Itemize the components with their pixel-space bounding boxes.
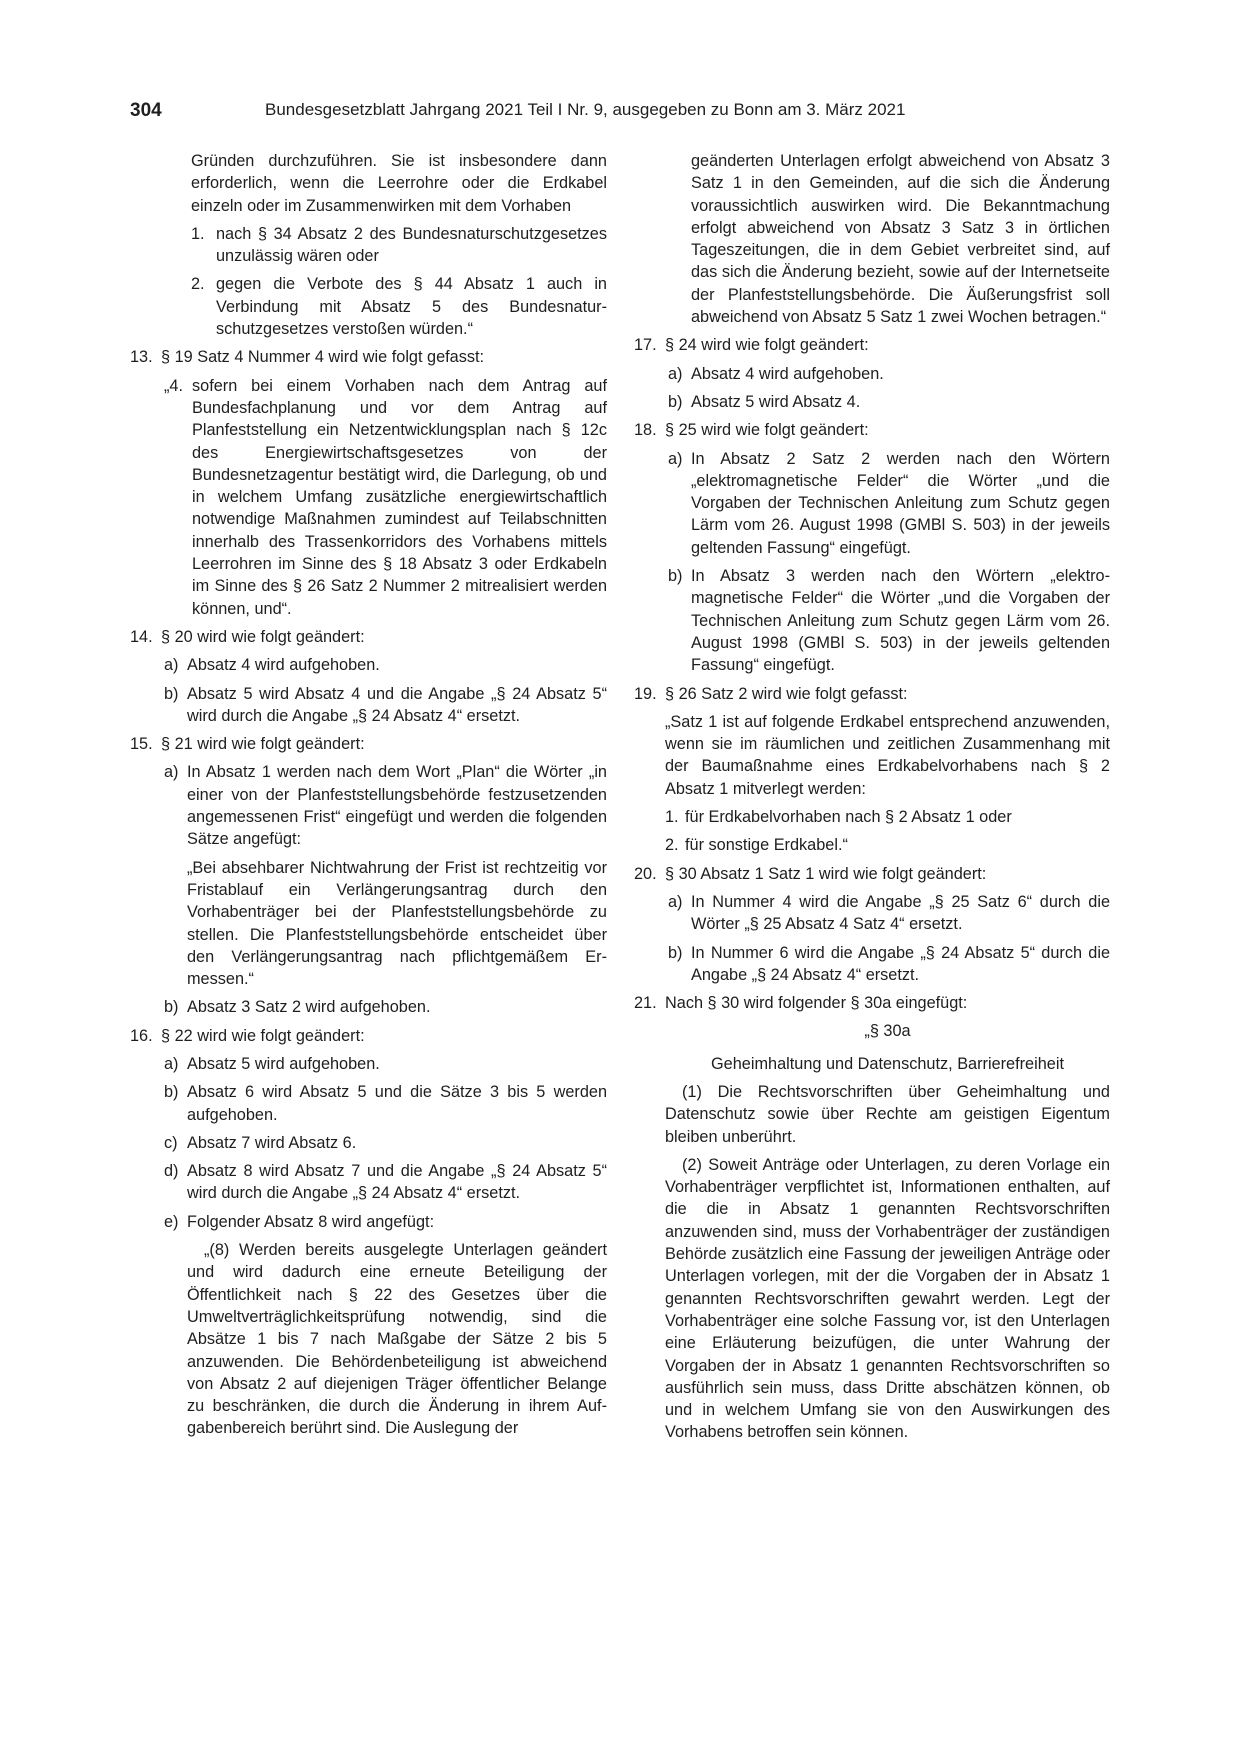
sub-item [130, 1081, 607, 1126]
list-number: 1. [191, 224, 205, 243]
sub-item [634, 942, 1110, 987]
quoted-text: „Satz 1 ist auf folgende Erdkabel entsprechend anzuwenden, wenn sie im räumlichen und zeitlichen Zusammenhang mit der Baumaßnahme eines Erdkabelvorhabens nach § 2 Absatz 1 mitverlegt werden: [665, 712, 1110, 798]
sub-item-letter: a) [164, 656, 179, 675]
list-text: für sonstige Erdkabel.“ [685, 836, 848, 855]
quoted-text: „(8) Werden bereits ausgelegte Unterlagen geändert und wird dadurch eine erneute Beteiligung der Öffentlichkeit nach § 22 des Gesetzes über die Umweltverträglichkeitsprüfung notwendig, sind die Absätze 1 bis 7 nach Maßgabe der Sätze 2 bis 5 anzuwenden. Die Behördenbeteiligung ist abweichend von Absatz 2 auf diejenigen Träger öffentlicher Belange zu beschränken, die durch die Änderung in ihrem Aufgabenbereich berührt sind. Die Auslegung der [187, 1241, 607, 1438]
sub-item-text: Absatz 4 wird aufgehoben. [187, 656, 380, 675]
sub-item [130, 1053, 607, 1075]
sub-item-letter: c) [164, 1133, 178, 1152]
list-number: 2. [665, 836, 679, 855]
sub-item [634, 448, 1110, 559]
sub-item [130, 1160, 607, 1205]
sub-item-letter: b) [164, 1083, 179, 1102]
item-text: § 25 wird wie folgt geändert: [665, 421, 869, 440]
sub-item-letter: b) [668, 943, 683, 962]
sub-item-text: Absatz 4 wird aufgehoben. [691, 364, 884, 383]
item-text: § 30 Absatz 1 Satz 1 wird wie folgt geändert: [665, 864, 987, 883]
sub-item-letter: d) [164, 1162, 179, 1181]
sub-item [130, 1132, 607, 1154]
page-number: 304 [130, 100, 162, 121]
sub-item [130, 683, 607, 728]
sub-item-text: Folgender Absatz 8 wird angefügt: [187, 1212, 435, 1231]
item-number: 21. [634, 994, 657, 1013]
item-text: § 26 Satz 2 wird wie folgt gefasst: [665, 684, 908, 703]
sub-item-number: „4. [164, 376, 184, 395]
item-text: § 20 wird wie folgt geändert: [161, 627, 365, 646]
list-text: nach § 34 Absatz 2 des Bundesnaturschutzgesetzes unzulässig wären oder [216, 224, 607, 266]
sub-item [634, 363, 1110, 385]
sub-item [634, 891, 1110, 936]
item-number: 19. [634, 684, 657, 703]
list-text: gegen die Verbote des § 44 Absatz 1 auch in Verbindung mit Absatz 5 des Bundesnaturschutzgesetzes verstoßen würden.“ [216, 275, 607, 339]
sub-item-text: In Nummer 6 wird die Angabe „§ 24 Absatz 5“ durch die Angabe „§ 24 Absatz 4“ ersetzt. [691, 943, 1110, 984]
item-number: 15. [130, 735, 153, 754]
list-item [634, 806, 1110, 828]
list-item [130, 273, 607, 340]
list-item [130, 223, 607, 268]
sub-item-text: Absatz 5 wird Absatz 4 und die Angabe „§ 24 Absatz 5“ wird durch die Angabe „§ 24 Absatz 4“ ersetzt. [187, 684, 607, 725]
section-number: „§ 30a [864, 1022, 911, 1041]
item-number: 13. [130, 348, 153, 367]
sub-item-letter: a) [668, 449, 683, 468]
amendment-item-16 [130, 1025, 607, 1047]
sub-item [130, 996, 607, 1018]
amendment-item-15 [130, 733, 607, 755]
sub-item-letter: a) [164, 763, 179, 782]
page-header [130, 100, 1181, 126]
continuation-paragraph: geänderten Unterlagen erfolgt abweichend von Absatz 3 Satz 1 in den Gemeinden, auf die sich die Änderung voraussichtlich auswirken wird. Die Bekanntmachung erfolgt abweichend von Absatz 3 Satz 3 in örtlichen Tageszeitungen, die in dem Gebiet verbreitet sind, auf das sich die Änderung bezieht, sowie auf der Internetseite der Planfeststellungsbehörde. Die Äußerungsfrist soll abweichend von Absatz 5 Satz 1 zwei Wochen betragen.“ [691, 152, 1110, 327]
quoted-text: „Bei absehbarer Nichtwahrung der Frist ist rechtzeitig vor Fristablauf ein Verlängerungsantrag durch den Vorhabenträger bei der Planfeststellungsbehörde zu stellen. Die Planfeststellungsbehörde entscheidet über den Verlängerungsantrag nach pflichtgemäßem Ermessen.“ [187, 858, 607, 989]
sub-item-text: In Absatz 2 Satz 2 werden nach den Wörtern „elektromagnetische Felder“ die Wörter „und die Vorgaben der Technischen Anleitung zum Schutz gegen Lärm vom 26. August 1998 (GMBl S. 503) in der jeweils geltenden Fassung“ eingefügt. [691, 449, 1110, 557]
sub-item-text: In Nummer 4 wird die Angabe „§ 25 Satz 6“ durch die Wörter „§ 25 Absatz 4 Satz 4“ ersetzt. [691, 892, 1110, 934]
sub-item-text: Absatz 6 wird Absatz 5 und die Sätze 3 bis 5 werden aufgehoben. [187, 1083, 607, 1124]
item-text: § 21 wird wie folgt geändert: [161, 735, 365, 754]
item-text: Nach § 30 wird folgender § 30a eingefügt: [665, 994, 968, 1013]
sub-item-text: In Absatz 3 werden nach den Wörtern „elektromagnetische Felder“ die Wörter „und die Vorgaben der Technischen Anleitung zum Schutz gegen Lärm vom 26. August 1998 (GMBl S. 503) in der jeweils geltenden Fassung“ eingefügt. [691, 567, 1110, 675]
item-number: 17. [634, 336, 657, 355]
sub-item-letter: b) [668, 392, 683, 411]
sub-item [130, 761, 607, 850]
amendment-item-20 [634, 863, 1110, 885]
item-number: 16. [130, 1026, 153, 1045]
right-column [634, 150, 1110, 1444]
paragraph-1: (1) Die Rechtsvorschriften über Geheimhaltung und Datenschutz sowie über Rechte am geistigen Eigentum bleiben unberührt. [665, 1082, 1110, 1146]
sub-item-letter: a) [164, 1054, 179, 1073]
sub-item-text: Absatz 7 wird Absatz 6. [187, 1133, 357, 1152]
list-item [634, 834, 1110, 856]
amendment-item-19 [634, 683, 1110, 705]
section-heading: Geheimhaltung und Datenschutz, Barrierefreiheit [711, 1054, 1064, 1073]
sub-item-text: Absatz 5 wird Absatz 4. [691, 392, 861, 411]
sub-item [130, 654, 607, 676]
sub-item [634, 565, 1110, 676]
item-number: 14. [130, 627, 153, 646]
item-text: § 22 wird wie folgt geändert: [161, 1026, 365, 1045]
sub-item [130, 1211, 607, 1233]
item-text: § 19 Satz 4 Nummer 4 wird wie folgt gefasst: [161, 348, 485, 367]
continuation-paragraph: Gründen durchzuführen. Sie ist insbesondere dann erforderlich, wenn die Leerrohre oder die Erdkabel einzeln oder im Zusammenwirken mit dem Vorhaben [191, 152, 607, 215]
sub-item-text: Absatz 3 Satz 2 wird aufgehoben. [187, 998, 431, 1017]
list-number: 1. [665, 808, 679, 827]
sub-item-text: sofern bei einem Vorhaben nach dem Antrag auf Bundesfachplanung und vor dem Antrag auf Planfeststellung ein Netzentwicklungsplan nach § 12c des Energiewirtschaftsgesetzes von der Bundesnetzagentur bestätigt wird, die Darlegung, ob und in welchem Umfang zusätzliche energiewirtschaftlich notwendige Maßnahmen zumindest auf Teilabschnitten innerhalb des Trassenkorridors des Vorhabens mittels Leerrohren im Sinne des § 18 Absatz 3 oder Erdkabeln im Sinne des § 26 Satz 2 Nummer 2 mitrealisiert werden können, und“. [192, 376, 607, 618]
paragraph-2: (2) Soweit Anträge oder Unterlagen, zu deren Vorlage ein Vorhabenträger verpflichtet ist, Informationen enthalten, auf die die in Absatz 1 genannten Rechtsvorschriften anzuwenden sind, muss der Vorhabenträger der zuständigen Behörde zusätzlich eine Fassung der jeweiligen Anträge oder Unterlagen vorlegen, mit der die Vorgaben der in Absatz 1 genannten Rechtsvorschriften gewahrt werden. Legt der Vorhabenträger eine solche Fassung vor, ist den Unterlagen eine Erläuterung beizufügen, die unter Wahrung der Vorgaben der in Absatz 1 genannten Rechtsvorschriften so ausführlich sein muss, dass Dritte abschätzen können, ob und in welchem Umfang sie von den Auswirkungen des Vorhabens betroffen sein können. [665, 1155, 1110, 1442]
sub-item-letter: b) [164, 684, 179, 703]
sub-item-text: Absatz 8 wird Absatz 7 und die Angabe „§ 24 Absatz 5“ wird durch die Angabe „§ 24 Absatz 4“ ersetzt. [187, 1162, 607, 1203]
item-number: 20. [634, 864, 657, 883]
sub-item-text: Absatz 5 wird aufgehoben. [187, 1054, 380, 1073]
sub-item-text: In Absatz 1 werden nach dem Wort „Plan“ die Wörter „in einer von der Planfeststellungsbehörde festzusetzenden angemessenen Frist“ eingefügt und werden die folgenden Sätze angefügt: [187, 763, 607, 849]
left-column [130, 150, 607, 1440]
sub-item-letter: a) [668, 892, 683, 911]
sub-item-letter: e) [164, 1212, 179, 1231]
running-head: Bundesgesetzblatt Jahrgang 2021 Teil I Nr. 9, ausgegeben zu Bonn am 3. März 2021 [265, 100, 906, 119]
list-number: 2. [191, 275, 205, 294]
sub-item [634, 391, 1110, 413]
list-text: für Erdkabelvorhaben nach § 2 Absatz 1 oder [685, 808, 1012, 827]
amendment-item-18 [634, 419, 1110, 441]
item-text: § 24 wird wie folgt geändert: [665, 336, 869, 355]
item-number: 18. [634, 421, 657, 440]
sub-item-letter: b) [668, 567, 683, 586]
amendment-item-17 [634, 334, 1110, 356]
sub-item [130, 375, 607, 620]
amendment-item-13 [130, 346, 607, 368]
sub-item-letter: a) [668, 364, 683, 383]
sub-item-letter: b) [164, 998, 179, 1017]
amendment-item-21 [634, 992, 1110, 1014]
amendment-item-14 [130, 626, 607, 648]
